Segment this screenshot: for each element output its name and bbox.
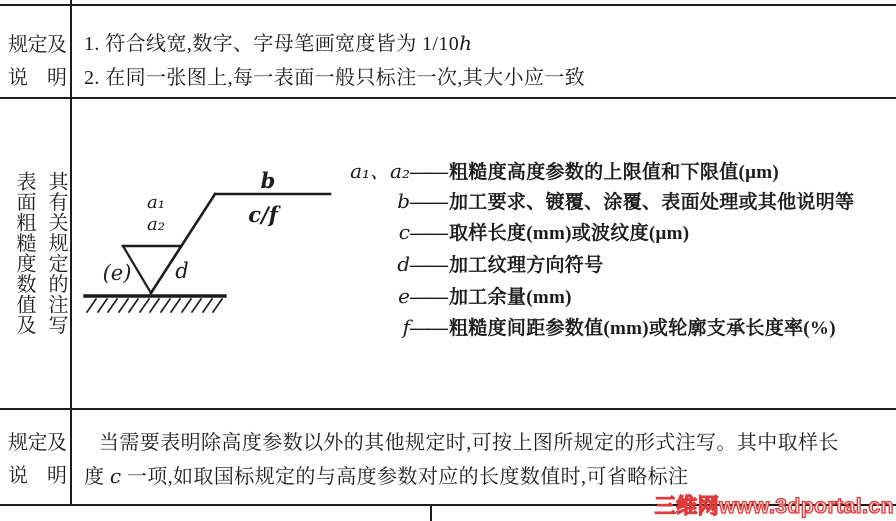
legend-desc: 加工纹理方向符号 [449, 255, 604, 277]
legend-symbol: d [397, 252, 410, 277]
row2-header-col1: 表面粗糙度数值及 [13, 171, 35, 335]
diagram-label-b: b [260, 168, 276, 193]
table-divider-column [70, 0, 72, 506]
diagram-label-e: (e) [102, 261, 132, 285]
legend-dash: —— [410, 254, 446, 277]
legend-symbol: c [398, 220, 410, 245]
legend-symbol: e [398, 283, 410, 308]
row3-line2-variable-c: c [109, 464, 122, 488]
legend-dash: —— [410, 222, 446, 245]
diagram-label-cf: c/f [248, 202, 278, 227]
legend-item-c [348, 218, 854, 250]
legend [348, 155, 854, 345]
legend-item-f [348, 313, 854, 345]
row3-paragraph-line1: 当需要表明除高度参数以外的其他规定时,可按上图所规定的形式注写。其中取样长 [99, 432, 839, 454]
legend-symbol: f [402, 315, 410, 340]
row1-item-1 [84, 27, 472, 56]
row3-header-line1: 规定及 [8, 432, 67, 454]
legend-desc: 加工要求、镀覆、涂覆、表面处理或其他说明等 [449, 191, 855, 213]
legend-item-d [348, 250, 854, 282]
legend-dash: —— [410, 285, 446, 308]
legend-item-a [348, 155, 854, 187]
site-watermark: 三维网www.3dportal.cn [654, 495, 894, 518]
legend-desc: 取样长度(mm)或波纹度(μm) [449, 223, 690, 245]
table-border-top [0, 4, 896, 6]
roughness-symbol-diagram [80, 150, 350, 325]
legend-dash: —— [410, 190, 446, 213]
legend-desc: 粗糙度间距参数值(mm)或轮廓支承长度率(%) [449, 318, 836, 340]
row3-line2-text-pre: 度 [84, 466, 110, 488]
table-next-row-divider [430, 505, 432, 521]
legend-dash: —— [410, 317, 446, 340]
row2-header-col2: 其有关规定的注写 [45, 171, 67, 335]
row3-line2-text-post: 一项,如取国标规定的与高度参数对应的长度数值时,可省略标注 [121, 466, 689, 488]
row3-paragraph-line2 [84, 460, 688, 489]
row1-item1-text: 1. 符合线宽,数字、字母笔画宽度皆为 1/10 [84, 33, 460, 55]
row1-header-line2: 说 明 [8, 67, 67, 89]
surface-hatching [87, 299, 222, 312]
legend-desc: 粗糙度高度参数的上限值和下限值(μm) [449, 162, 779, 183]
row3-header-line2: 说 明 [8, 465, 67, 487]
legend-item-b [348, 187, 854, 219]
legend-desc: 加工余量(mm) [449, 286, 572, 308]
table-divider-row1 [0, 97, 896, 99]
legend-symbol: b [397, 188, 410, 213]
legend-symbol: a₁、a₂ [350, 159, 410, 183]
row1-header-line1: 规定及 [8, 34, 67, 56]
row1-item-2: 2. 在同一张图上,每一表面一般只标注一次,其大小应一致 [84, 67, 586, 89]
legend-item-e [348, 282, 854, 314]
row1-item1-variable-h: h [459, 31, 473, 55]
diagram-label-a1: a₁ [147, 192, 165, 213]
diagram-label-a2: a₂ [147, 214, 165, 235]
diagram-label-d: d [175, 259, 189, 283]
table-divider-row2 [0, 408, 896, 410]
legend-dash: —— [410, 161, 446, 183]
